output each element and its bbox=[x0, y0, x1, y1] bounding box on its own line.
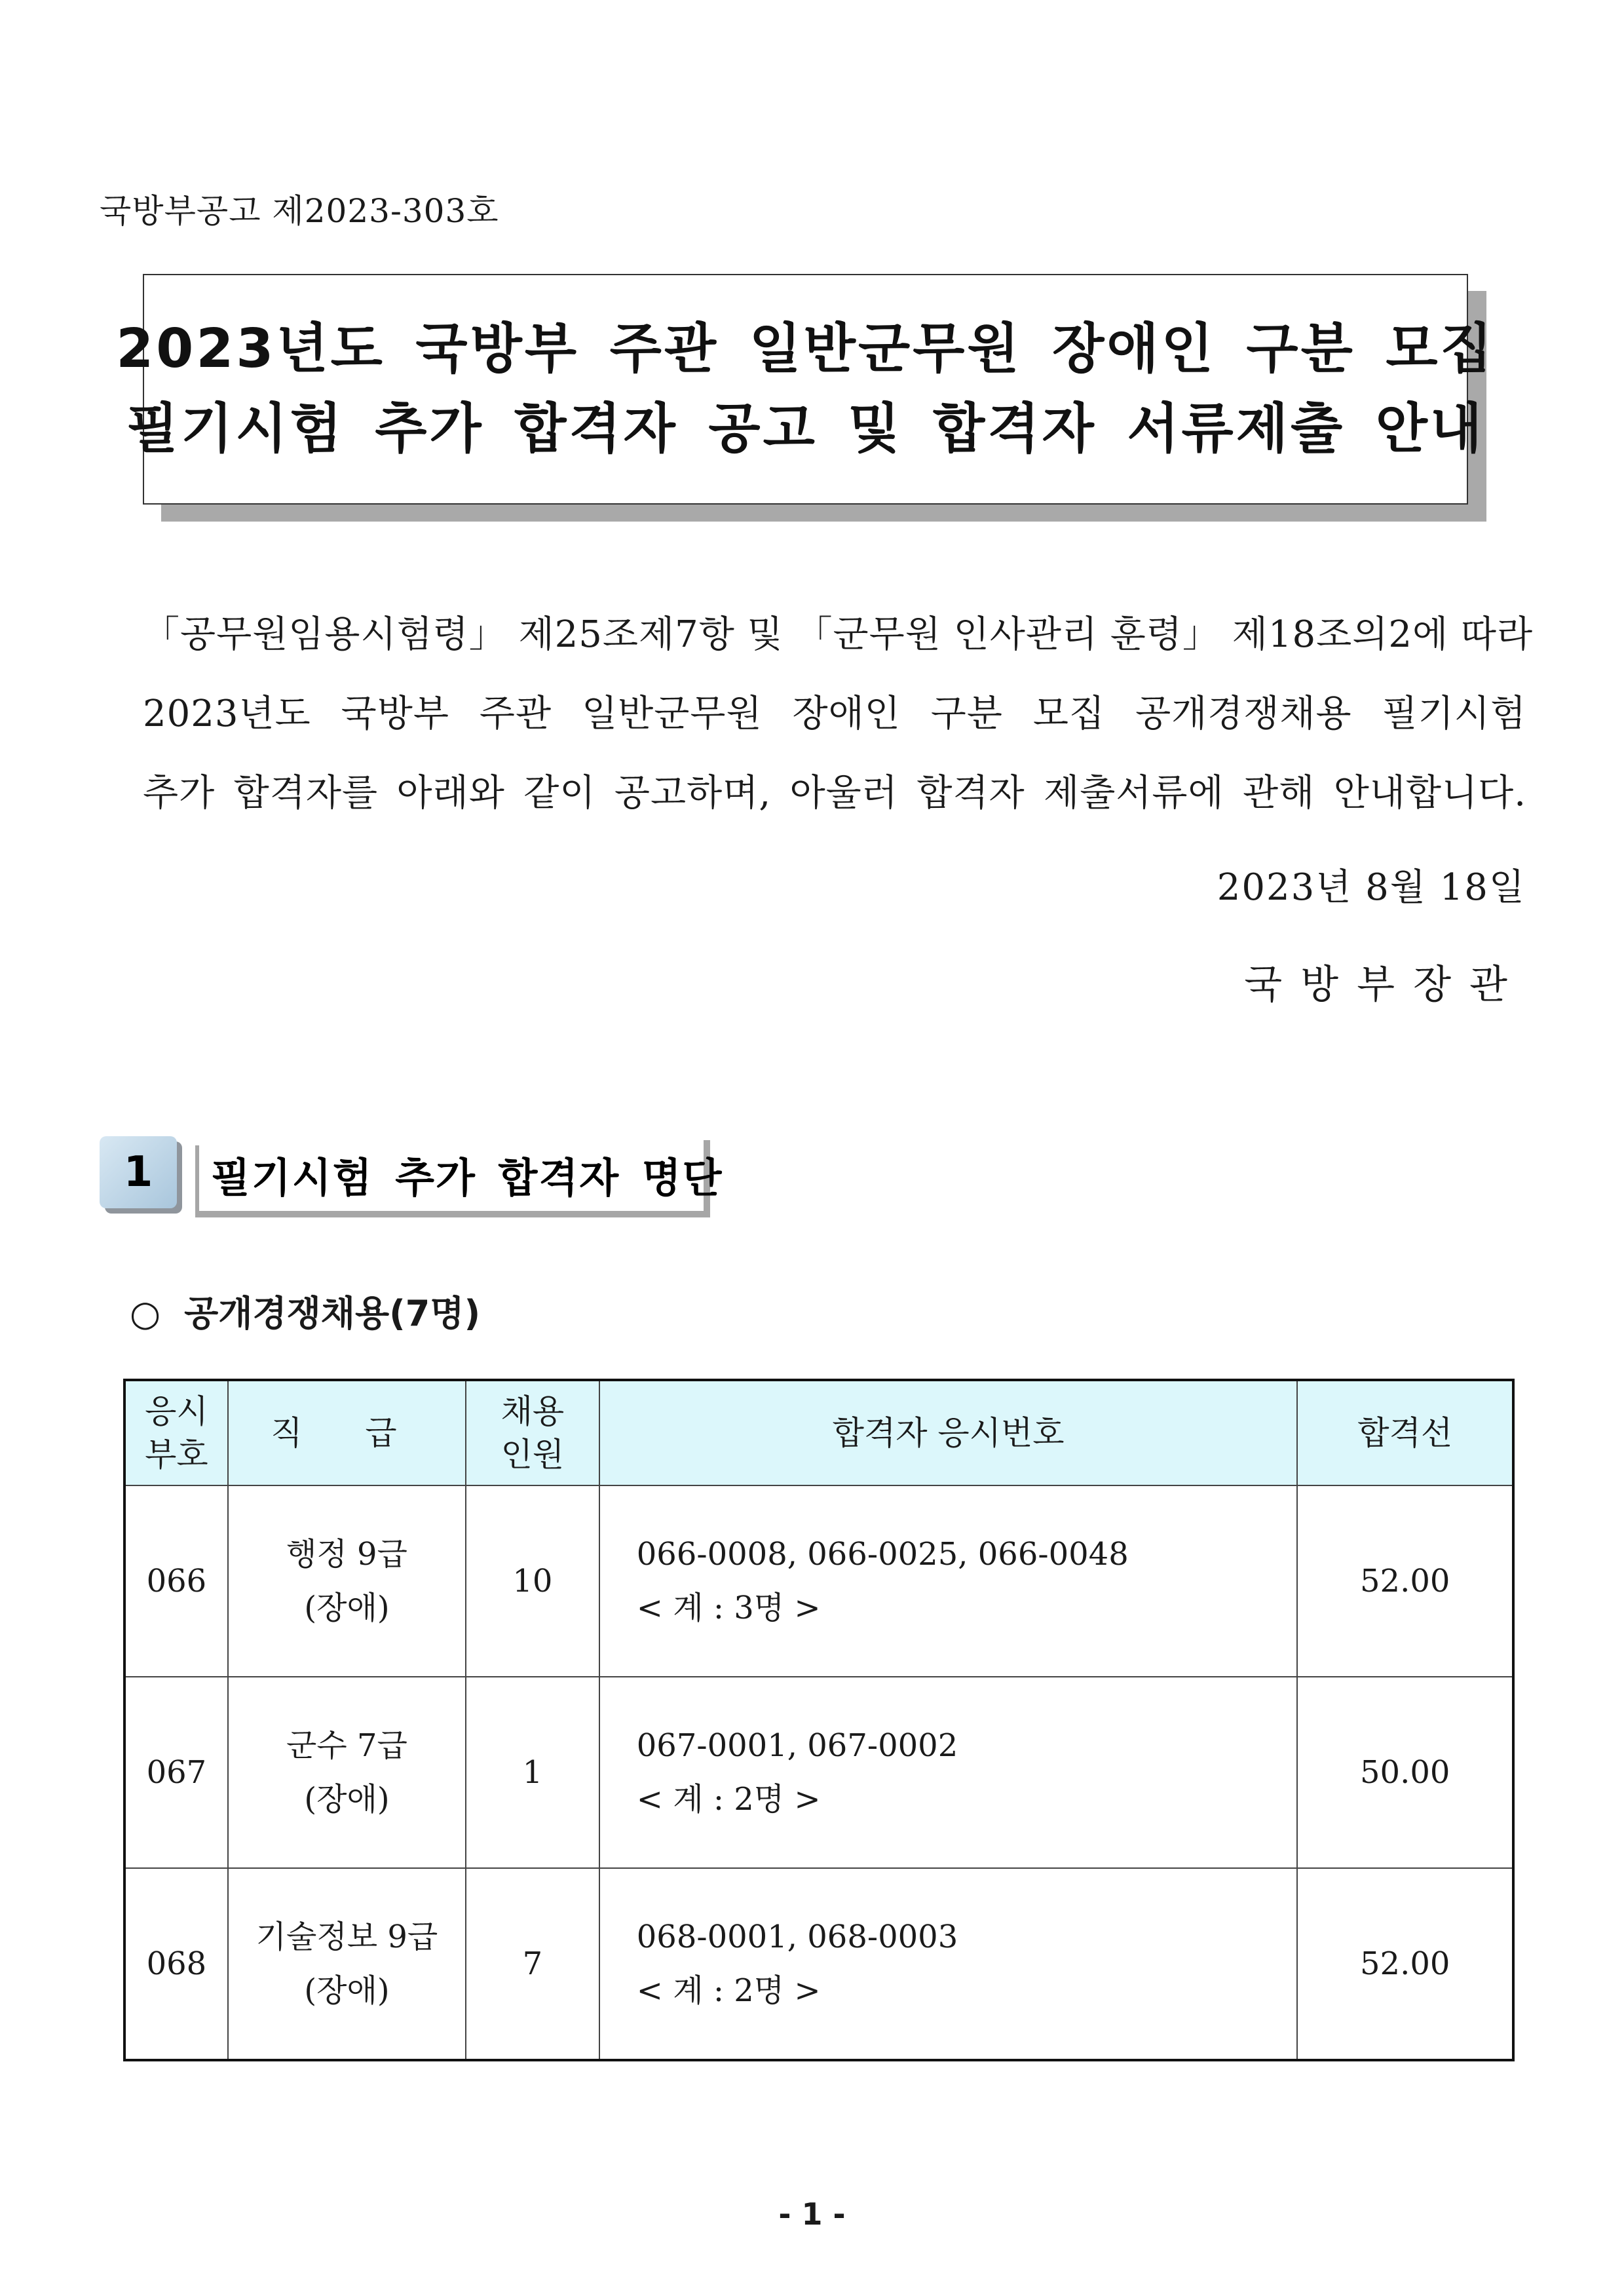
cell-numbers bbox=[599, 1868, 1298, 2060]
header-cutoff: 합격선 bbox=[1297, 1380, 1513, 1485]
title-line-1: 2023년도 국방부 주관 일반군무원 장애인 구분 모집 bbox=[116, 318, 1495, 380]
header-quota bbox=[466, 1380, 599, 1485]
passer-numbers: 067-0001, 067-0002 bbox=[636, 1727, 958, 1764]
bullet-item bbox=[130, 1286, 480, 1336]
header-grade bbox=[228, 1380, 466, 1485]
intro-line-1: 「공무원임용시험령」 제25조제7항 및 「군무원 인사관리 훈령」 제18조의2에 따라 bbox=[143, 613, 1534, 656]
page-number: - 1 - bbox=[778, 2196, 846, 2232]
results-table bbox=[123, 1379, 1515, 2061]
section-title: 필기시험 추가 합격자 명단 bbox=[211, 1154, 723, 1202]
cell-quota: 7 bbox=[466, 1868, 599, 2060]
bullet-label: 공개경쟁채용(7명) bbox=[184, 1293, 481, 1334]
notice-number: 국방부공고 제2023-303호 bbox=[100, 192, 499, 230]
grade-label: 기술정보 9급 bbox=[255, 1919, 438, 1955]
header-grade-label: 직 급 bbox=[271, 1414, 423, 1452]
grade-sub: (장애) bbox=[304, 1781, 390, 1818]
grade-sub: (장애) bbox=[304, 1972, 390, 2009]
table-row bbox=[124, 1868, 1513, 2060]
table-row bbox=[124, 1485, 1513, 1677]
header-code-bottom: 부호 bbox=[145, 1436, 208, 1474]
cell-numbers bbox=[599, 1677, 1298, 1868]
passer-numbers: 068-0001, 068-0003 bbox=[636, 1919, 958, 1955]
intro-line-2: 2023년도 국방부 주관 일반군무원 장애인 구분 모집 공개경쟁채용 필기시험 bbox=[143, 693, 1526, 735]
intro-line-3: 추가 합격자를 아래와 같이 공고하며, 아울러 합격자 제출서류에 관해 안내합니다. bbox=[143, 772, 1526, 814]
cell-numbers bbox=[599, 1485, 1298, 1677]
cell-code: 066 bbox=[124, 1485, 228, 1677]
passer-total: < 계 : 2명 > bbox=[636, 1781, 821, 1818]
cell-quota: 1 bbox=[466, 1677, 599, 1868]
passer-total: < 계 : 3명 > bbox=[636, 1590, 821, 1626]
title-box bbox=[116, 274, 1495, 505]
table-row bbox=[124, 1677, 1513, 1868]
grade-sub: (장애) bbox=[304, 1590, 390, 1626]
passer-total: < 계 : 2명 > bbox=[636, 1972, 821, 2009]
header-quota-top: 채용 bbox=[500, 1392, 565, 1430]
cell-code: 067 bbox=[124, 1677, 228, 1868]
grade-label: 행정 9급 bbox=[286, 1536, 407, 1573]
title-frame bbox=[116, 274, 1495, 505]
cell-cutoff: 50.00 bbox=[1297, 1677, 1513, 1868]
header-numbers: 합격자 응시번호 bbox=[599, 1380, 1298, 1485]
bullet-circle-icon: ○ bbox=[130, 1293, 161, 1334]
grade-label: 군수 7급 bbox=[286, 1727, 407, 1764]
cell-grade bbox=[228, 1868, 466, 2060]
header-quota-bottom: 인원 bbox=[500, 1436, 565, 1474]
header-code-top: 응시 bbox=[145, 1392, 208, 1430]
issuer: 국방부장관 bbox=[1244, 962, 1526, 1008]
cell-cutoff: 52.00 bbox=[1297, 1868, 1513, 2060]
cell-cutoff: 52.00 bbox=[1297, 1485, 1513, 1677]
section-number: 1 bbox=[100, 1136, 177, 1208]
header-code bbox=[124, 1380, 228, 1485]
table-header-row bbox=[124, 1380, 1513, 1485]
passer-numbers: 066-0008, 066-0025, 066-0048 bbox=[636, 1536, 1129, 1573]
cell-quota: 10 bbox=[466, 1485, 599, 1677]
intro-paragraph bbox=[143, 595, 1534, 833]
cell-grade bbox=[228, 1677, 466, 1868]
cell-code: 068 bbox=[124, 1868, 228, 2060]
cell-grade bbox=[228, 1485, 466, 1677]
title-line-2: 필기시험 추가 합격자 공고 및 합격자 서류제출 안내 bbox=[126, 398, 1485, 460]
notice-date: 2023년 8월 18일 bbox=[1217, 866, 1526, 909]
